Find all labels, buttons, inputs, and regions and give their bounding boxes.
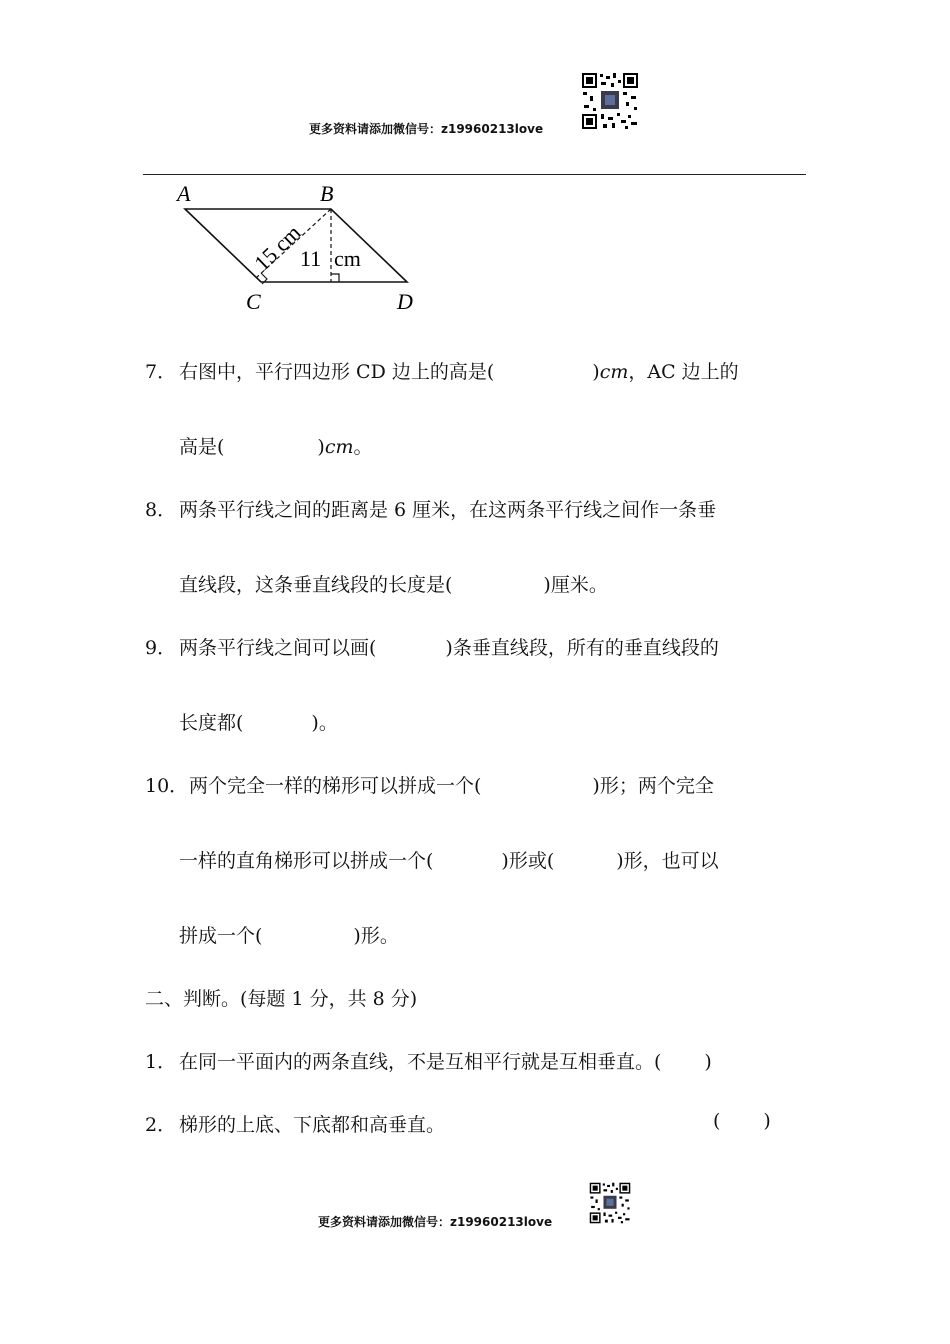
header-rule [143,174,806,175]
judge-item-2-parens: ( ) [713,1110,771,1132]
watermark-bottom: 更多资料请添加微信号：z19960213love [318,1215,553,1229]
question-8-number: 8． [145,499,177,521]
slant-length-label: 15 cm [249,219,306,276]
judge-item-2-number: 2． [145,1114,177,1136]
right-angle-mark-cd [331,274,339,282]
judge-item-1-number: 1． [145,1051,177,1073]
question-10-line2: 一样的直角梯形可以拼成一个( )形或( )形，也可以 [179,850,719,872]
question-10-number: 10． [145,775,189,797]
question-7-line2: 高是( )cm。 [179,436,373,458]
label-a: A [177,181,191,206]
question-9-line1: 9． 两条平行线之间可以画( )条垂直线段，所有的垂直线段的 [145,633,719,660]
height-unit-label: cm [334,246,361,271]
question-10-line1: 10．两个完全一样的梯形可以拼成一个( )形；两个完全 [145,771,714,798]
parallelogram-figure [170,178,430,318]
label-b: B [320,181,334,206]
question-9-line2: 长度都( )。 [179,712,338,734]
qr-code-icon [581,72,639,130]
qr-code-icon-bottom [589,1182,631,1224]
judge-item-2: 2． 梯形的上底、下底都和高垂直。 [145,1110,445,1137]
question-7-number: 7． [145,361,177,383]
height-value-label: 11 [300,246,322,271]
judge-item-1: 1． 在同一平面内的两条直线，不是互相平行就是互相垂直。( ) [145,1047,712,1074]
watermark-top: 更多资料请添加微信号：z19960213love [309,122,544,136]
question-8-line2: 直线段，这条垂直线段的长度是( )厘米。 [179,574,608,596]
section-2-heading: 二、判断。(每题 1 分，共 8 分) [145,988,418,1010]
label-c: C [246,289,261,314]
question-8-line1: 8． 两条平行线之间的距离是 6 厘米，在这两条平行线之间作一条垂 [145,495,716,522]
question-10-line3: 拼成一个( )形。 [179,925,399,947]
label-d: D [397,289,413,314]
question-7-line1: 7． 右图中，平行四边形 CD 边上的高是( )cm，AC 边上的 [145,357,739,384]
question-9-number: 9． [145,637,177,659]
